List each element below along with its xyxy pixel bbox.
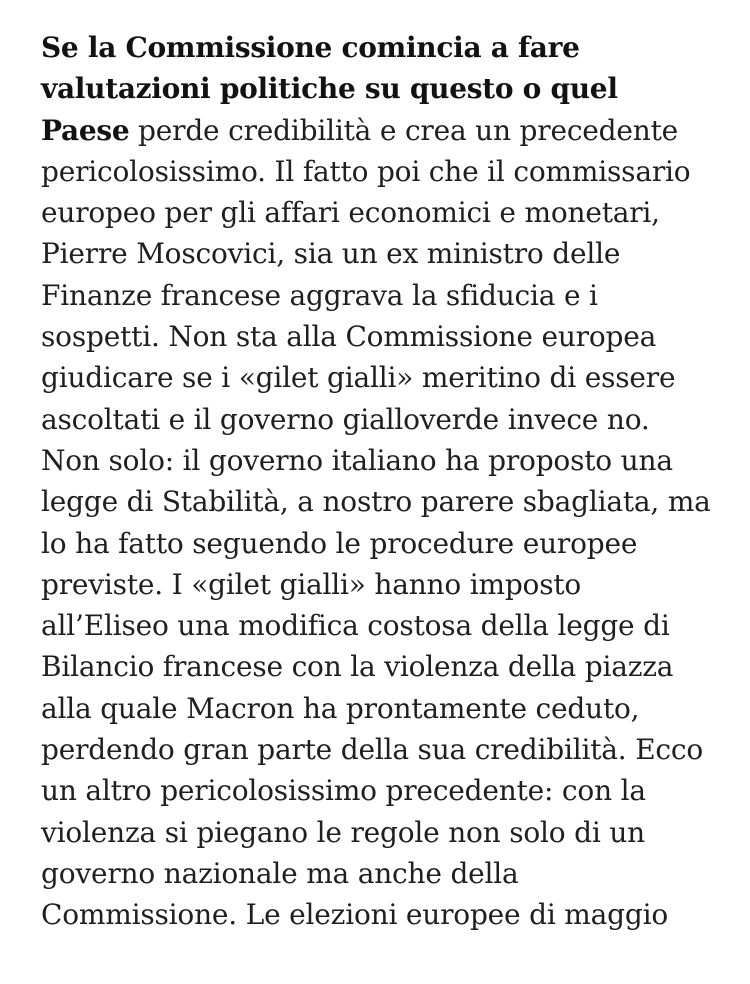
body-line: all’Eliseo una modifica costosa della legge di [41,609,670,643]
body-line: un altro pericolosissimo precedente: con la [41,774,646,808]
body-line: sospetti. Non sta alla Commissione europea [41,320,657,354]
article-text [41,27,741,936]
lead-word: Paese [41,113,130,147]
body-line: europeo per gli affari economici e monetari, [41,196,660,230]
body-line: previste. I «gilet gialli» hanno imposto [41,567,582,601]
body-line: ascoltati e il governo gialloverde invece no. [41,402,650,436]
body-line: legge di Stabilità, a nostro parere sbagliata, ma [41,485,711,519]
body-line: Commissione. Le elezioni europee di maggio [41,898,669,932]
body-line: Pierre Moscovici, sia un ex ministro delle [41,237,621,271]
lead-line-2: valutazioni politiche su questo o quel [41,72,618,106]
body-line: Non solo: il governo italiano ha proposto una [41,443,673,477]
body-line: lo ha fatto seguendo le procedure europee [41,526,638,560]
body-line: giudicare se i «gilet gialli» meritino di essere [41,361,676,395]
body-line: Bilancio francese con la violenza della piazza [41,650,674,684]
body-line: Finanze francese aggrava la sfiducia e i [41,278,598,312]
body-line: governo nazionale ma anche della [41,856,519,890]
mixed-line [41,110,741,151]
body-line-first: perde credibilità e crea un precedente [129,113,679,147]
body-line: perdendo gran parte della sua credibilità. Ecco [41,733,704,767]
lead-line-1: Se la Commissione comincia a fare [41,31,580,64]
body-line: alla quale Macron ha prontamente ceduto, [41,691,640,725]
body-line: violenza si piegano le regole non solo di un [41,815,646,849]
body-line: pericolosissimo. Il fatto poi che il commissario [41,154,691,188]
